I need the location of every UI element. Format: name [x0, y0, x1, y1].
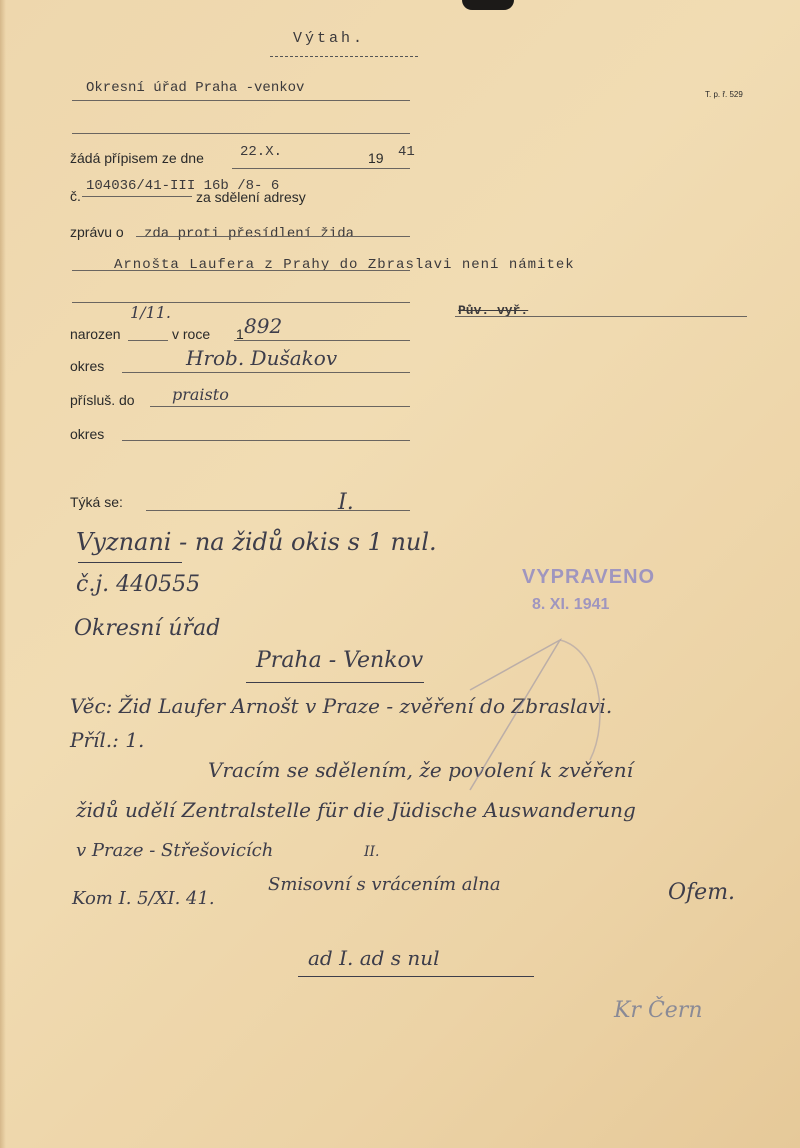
concerns-value: I. — [338, 490, 354, 515]
handwritten-roman: II. — [364, 844, 380, 860]
concerns-label: Týká se: — [70, 494, 123, 510]
form-code: T. p. ř. 529 — [705, 90, 743, 99]
handwritten-ad: ad I. ad s nul — [308, 946, 440, 970]
report-label: zprávu o — [70, 224, 124, 240]
number-label: č. — [70, 188, 81, 204]
born-label: narozen — [70, 326, 121, 342]
birth-year-value: 892 — [244, 314, 283, 338]
district2-label: okres — [70, 426, 105, 442]
document-title: Výtah. — [293, 30, 366, 47]
dispatch-stamp-word: VYPRAVENO — [522, 566, 656, 588]
year-label: v roce — [172, 326, 211, 342]
handwritten-signature: Ofem. — [668, 880, 736, 905]
request-date: 22.X. — [240, 144, 283, 160]
handwritten-office: Okresní úřad — [74, 616, 221, 641]
handwritten-attachment: Příl.: 1. — [70, 728, 145, 752]
handwritten-body-3: v Praze - Střešovicích — [76, 840, 274, 861]
handwritten-location: Praha - Venkov — [256, 648, 424, 673]
handwritten-heading: Vyznani - na židů okis s 1 nul. — [76, 528, 437, 556]
birth-year-prefix: 1 — [236, 326, 244, 342]
dispatch-stamp-date: 8. XI. 1941 — [532, 596, 610, 613]
original-copy-note: Pův. vyř. — [458, 303, 529, 318]
pencil-signature: Kr Čern — [614, 998, 703, 1023]
district-label: okres — [70, 358, 105, 374]
district-value: Hrob. Dušakov — [186, 346, 338, 370]
office-name: Okresní úřad Praha -venkov — [86, 80, 305, 96]
handwritten-note: Smisovní s vrácením alna — [268, 874, 501, 895]
requests-label: žádá přípisem ze dne — [70, 150, 204, 166]
report-continuation: Arnošta Laufera z Prahy do Zbraslavi není námitek — [114, 257, 575, 273]
belongs-value: praisto — [172, 385, 229, 404]
born-value: 1/11. — [130, 303, 172, 322]
report-value: zda proti přesídlení žida — [144, 226, 355, 242]
reference-number: 104036/41-III 16b /8- 6 — [86, 178, 280, 194]
handwritten-reference: č.j. 440555 — [76, 572, 201, 597]
handwritten-date-note: Kom I. 5/XI. 41. — [72, 888, 215, 909]
belongs-label: přísluš. do — [70, 392, 135, 408]
address-label: za sdělení adresy — [196, 189, 306, 205]
handwritten-body-2: židů udělí Zentralstelle für die Jüdische Auswanderung — [76, 798, 636, 822]
handwritten-subject: Věc: Žid Laufer Arnošt v Praze - zvěření do Zbraslavi. — [70, 694, 613, 718]
year-suffix: 41 — [398, 144, 415, 160]
handwritten-body-1: Vracím se sdělením, že povolení k zvěření — [208, 758, 633, 782]
year-prefix: 19 — [368, 150, 384, 166]
